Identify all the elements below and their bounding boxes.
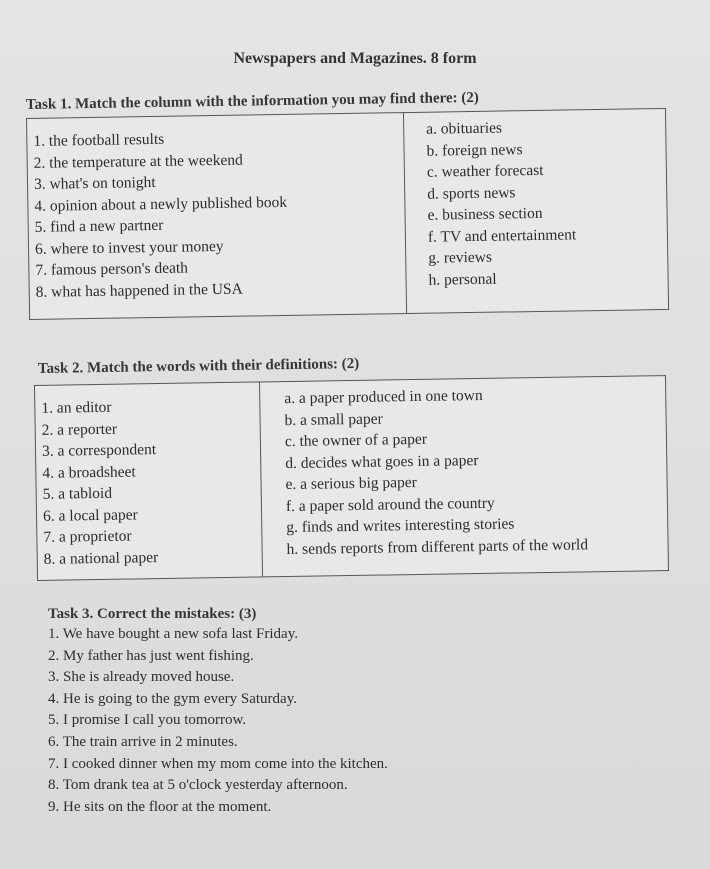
task1-left-column <box>27 113 407 320</box>
task1-table <box>26 108 669 320</box>
task2-right-column <box>259 376 668 577</box>
task1-heading: Task 1. Match the column with the information you may find there: (2) <box>25 89 479 113</box>
task2-definition-item: h. sends reports from different parts of the world <box>286 535 589 558</box>
task2-definition-item: g. finds and writes interesting stories <box>286 515 515 537</box>
task2-definition-item: f. a paper sold around the country <box>285 494 495 515</box>
task2-word-item: 6. a local paper <box>42 505 138 525</box>
task2-word-item: 1. an editor <box>41 398 112 417</box>
task2-word-item: 2. a reporter <box>41 420 118 439</box>
task1-question-item: 6. where to invest your money <box>34 237 224 258</box>
task1-answer-item: f. TV and entertainment <box>427 225 577 246</box>
task2-word-item: 5. a tabloid <box>42 484 113 503</box>
task3-sentence-item: 9. He sits on the floor at the moment. <box>48 798 272 815</box>
task1-question-item: 8. what has happened in the USA <box>35 280 243 301</box>
task1-question-item: 5. find a new partner <box>34 216 164 236</box>
task3-sentence-item: 3. She is already moved house. <box>48 669 235 686</box>
task3-sentence-item: 1. We have bought a new sofa last Friday. <box>48 626 298 642</box>
task1-question-item: 7. famous person's death <box>35 259 189 279</box>
task1-question-item: 4. opinion about a newly published book <box>34 193 288 215</box>
task2-heading: Task 2. Match the words with their definitions: (2) <box>37 355 360 377</box>
page-title: Newspapers and Magazines. 8 form <box>233 50 477 67</box>
task1-answer-item: a. obituaries <box>426 119 503 138</box>
task2-table <box>34 375 669 581</box>
task3-list <box>48 624 388 818</box>
task1-answer-item: h. personal <box>428 270 497 289</box>
task3-sentence-item: 6. The train arrive in 2 minutes. <box>48 733 238 750</box>
task1-answer-item: d. sports news <box>427 183 516 203</box>
task3-sentence-item: 5. I promise I call you tomorrow. <box>48 712 247 729</box>
task1-answer-item: b. foreign news <box>426 140 523 160</box>
task2-definition-item: d. decides what goes in a paper <box>285 451 479 472</box>
task1-answer-item: g. reviews <box>428 248 493 267</box>
task2-definition-item: b. a small paper <box>284 410 383 429</box>
task2-word-item: 8. a national paper <box>43 548 159 568</box>
task3-sentence-item: 7. I cooked dinner when my mom come into the kitchen. <box>48 755 388 772</box>
task2-left-column <box>35 382 263 581</box>
task2-definition-item: c. the owner of a paper <box>284 430 428 451</box>
task3-sentence-item: 2. My father has just went fishing. <box>48 647 254 664</box>
task3-sentence-item: 8. Tom drank tea at 5 o'clock yesterday afternoon. <box>48 777 348 794</box>
task3-heading: Task 3. Correct the mistakes: (3) <box>48 606 257 622</box>
task2-definition-item: e. a serious big paper <box>285 473 417 494</box>
task2-word-item: 7. a proprietor <box>43 527 132 546</box>
task2-word-item: 4. a broadsheet <box>42 462 136 482</box>
task1-question-item: 1. the football results <box>33 130 165 150</box>
task1-answer-item: c. weather forecast <box>426 161 544 181</box>
task1-question-item: 2. the temperature at the weekend <box>33 151 243 172</box>
task1-right-column <box>403 108 668 313</box>
task1-question-item: 3. what's on tonight <box>33 173 156 193</box>
task2-definition-item: a. a paper produced in one town <box>284 386 483 408</box>
task2-word-item: 3. a correspondent <box>41 441 157 460</box>
task1-answer-item: e. business section <box>427 204 543 224</box>
task3-sentence-item: 4. He is going to the gym every Saturday. <box>48 690 297 707</box>
